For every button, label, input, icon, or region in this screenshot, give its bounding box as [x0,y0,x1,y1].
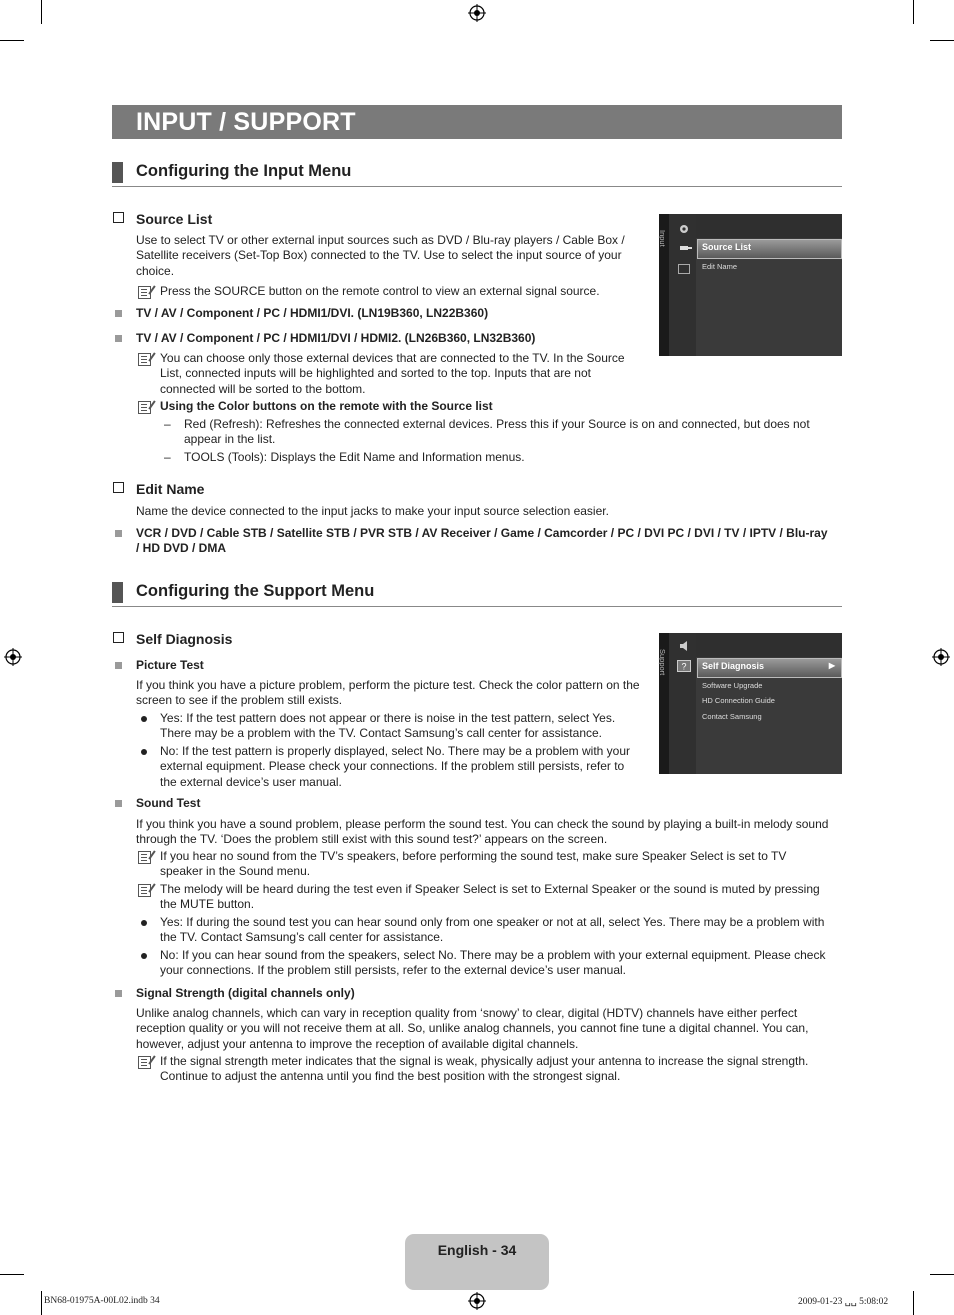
note-icon [138,851,151,864]
osd-menu-label: Input [658,230,667,247]
osd-support-menu [659,633,842,774]
sound-test-title: Sound Test [136,796,201,810]
source-note-2: Using the Color buttons on the remote with the Source list [160,399,493,413]
picture-test-description: If you think you have a picture problem, perform the picture test. Check the color pattern on the screen to see if the problem still exists. [136,678,640,708]
crop-mark [0,40,24,41]
crop-mark [930,1274,954,1275]
page-number-tab [405,1234,549,1290]
osd-item-software-upgrade[interactable]: Software Upgrade [702,681,763,690]
registration-target-icon [468,1292,486,1310]
round-bullet-icon [141,716,147,722]
note-icon [138,401,151,414]
sound-no: No: If you can hear sound from the speakers, select No. There may be a problem with your external equipment. Please check your connections. If the problem still persists, refer to the external device’s user manual. [160,948,826,978]
heading-bar [112,582,123,603]
picture-no: No: If the test pattern is properly displayed, select No. There may be a problem with your external equipment. Please check your connections. If the problem still persists, refer to the external device’s user manual. [160,744,631,789]
source-note-1: You can choose only those external devices that are connected to the TV. In the Source List, connected inputs will be highlighted and sorted to the top. Inputs that are not connected will be sorted to the bottom. [160,351,625,396]
page-title: INPUT / SUPPORT [136,108,356,136]
print-date-info: 2009-01-23 ␣␣ 5:08:02 [798,1297,889,1307]
square-bullet-icon [115,530,122,537]
sound-note-1: If you hear no sound from the TV’s speakers, before performing the sound test, make sure Speaker Select is set to TV speaker in the Sound menu. [160,849,787,879]
round-bullet-icon [141,953,147,959]
registration-target-icon [4,648,22,666]
edit-name-description: Name the device connected to the input jacks to make your input source selection easier. [136,504,609,518]
subheading-edit-name: Edit Name [113,481,204,497]
tip-icon [138,286,151,299]
heading-bar [112,162,123,183]
osd-input-menu [659,214,842,356]
speaker-icon [679,641,691,651]
section-title: Configuring the Input Menu [136,162,352,180]
crop-mark [913,0,914,24]
device-list: VCR / DVD / Cable STB / Satellite STB / PVR STB / AV Receiver / Game / Camcorder / PC / DVI PC / DVI / TV / IPTV / Blu-ray / HD DVD / DMA [136,526,828,556]
signal-strength-title: Signal Strength (digital channels only) [136,986,355,1000]
section-heading-input [112,160,842,187]
picture-yes: Yes: If the test pattern does not appear or there is noise in the test pattern, select Yes. There may be a problem with the TV. Contact Samsung’s call center for assistance. [160,711,616,741]
source-list-description: Use to select TV or other external input sources such as DVD / Blu-ray players / Cable Box / Satellite receivers (Set-Top Box) connected to the TV. Use to select the input source of your choice. [136,233,625,278]
crop-mark [0,1274,24,1275]
arrow-right-icon: ▶ [828,661,835,670]
checkbox-bullet-icon [113,482,124,493]
application-icon [678,264,690,274]
round-bullet-icon [141,920,147,926]
picture-test-title: Picture Test [136,658,204,672]
square-bullet-icon [115,662,122,669]
page-number: English - 34 [437,1242,517,1258]
crop-mark [41,1291,42,1315]
section-title: Configuring the Support Menu [136,582,375,600]
models-line-1: TV / AV / Component / PC / HDMI1/DVI. (LN19B360, LN22B360) [136,306,489,320]
osd-selected-self-diagnosis[interactable]: Self Diagnosis ▶ [697,658,842,678]
osd-menu-label: Support [658,649,667,676]
checkbox-bullet-icon [113,212,124,223]
osd-item-edit-name[interactable]: Edit Name [702,262,738,271]
crop-mark [930,40,954,41]
round-bullet-icon [141,749,147,755]
sound-test-description: If you think you have a sound problem, please perform the sound test. You can check the sound by playing a built-in melody sound through the TV. ‘Does the problem still exist with this sound test?’ appears on the screen. [136,817,829,847]
square-bullet-icon [115,800,122,807]
osd-item-contact-samsung[interactable]: Contact Samsung [702,712,762,721]
osd-selected-source-list[interactable]: Source List [697,239,842,259]
square-bullet-icon [115,310,122,317]
note-icon [138,1056,151,1069]
dash-bullet: – [164,450,171,464]
note-icon [138,884,151,897]
settings-gear-icon [678,223,690,235]
input-plug-icon [678,243,692,253]
section-heading-support [112,580,842,607]
help-icon [677,660,691,672]
note-icon [138,353,151,366]
sound-note-2: The melody will be heard during the test even if Speaker Select is set to External Speaker or the sound is muted by pressing the MUTE button. [160,882,820,912]
registration-target-icon [468,4,486,22]
models-line-2: TV / AV / Component / PC / HDMI1/DVI / HDMI2. (LN26B360, LN32B360) [136,331,536,345]
svg-text:?: ? [681,661,687,672]
tools-description: TOOLS (Tools): Displays the Edit Name and Information menus. [184,450,525,464]
subheading-self-diagnosis: Self Diagnosis [113,631,232,647]
print-file-info: BN68-01975A-00L02.indb 34 [44,1296,160,1306]
registration-target-icon [932,648,950,666]
osd-item-hd-connection-guide[interactable]: HD Connection Guide [702,696,775,705]
refresh-description: Red (Refresh): Refreshes the connected external devices. Press this if your Source is on and connected, but does not appear in the list. [184,417,810,447]
page-title-banner [112,105,842,139]
signal-strength-description: Unlike analog channels, which can vary in reception quality from ‘snowy’ to clear, digital (HDTV) channels have either perfect reception quality or you will not receive them at all. So, unlike analog channels, you cannot fine tune a digital channel. You can, however, adjust your antenna to improve the reception of available digital channels. [136,1006,809,1051]
square-bullet-icon [115,990,122,997]
crop-mark [913,1291,914,1315]
checkbox-bullet-icon [113,632,124,643]
source-tip: Press the SOURCE button on the remote control to view an external signal source. [160,284,600,298]
dash-bullet: – [164,417,171,431]
subheading-source-list: Source List [113,211,212,227]
sound-yes: Yes: If during the sound test you can hear sound only from one speaker or not at all, select Yes. There may be a problem with the TV. Contact Samsung’s call center for assistance. [160,915,825,945]
crop-mark [41,0,42,24]
square-bullet-icon [115,335,122,342]
signal-note: If the signal strength meter indicates that the signal is weak, physically adjust your antenna to increase the signal strength. Continue to adjust the antenna until you find the best position with the strongest signal. [160,1054,809,1084]
